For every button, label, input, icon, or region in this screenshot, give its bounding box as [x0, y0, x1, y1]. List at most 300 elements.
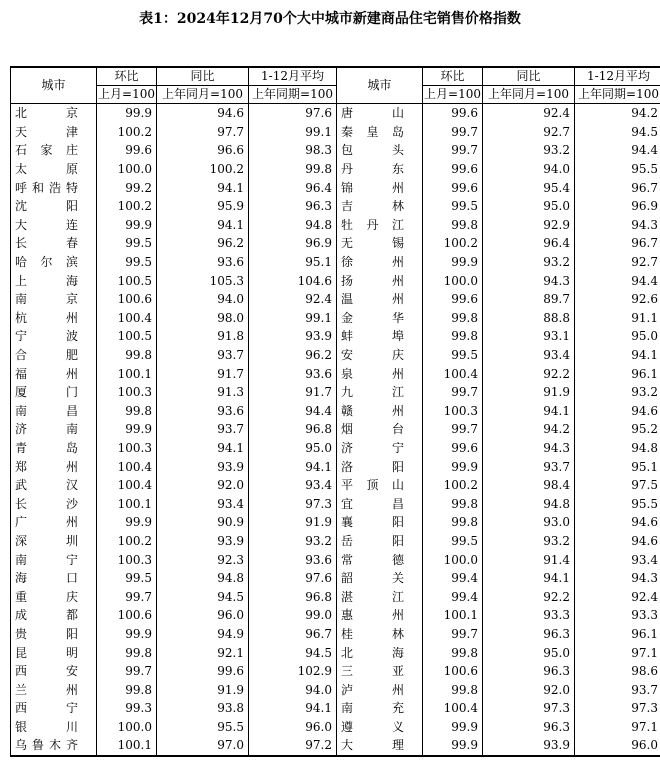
table-row: [11, 141, 660, 160]
table-row: [11, 625, 660, 644]
table-row: [11, 309, 660, 328]
left-avg-cell: 96.8: [249, 420, 337, 439]
right-avg-cell: 98.6: [575, 662, 660, 681]
table-row: [11, 439, 660, 458]
left-city-cell: 南昌: [11, 402, 97, 421]
right-avg-cell: 97.5: [575, 476, 660, 495]
right-yoy-cell: 93.1: [483, 327, 575, 346]
left-yoy-cell: 99.6: [157, 662, 249, 681]
right-yoy-cell: 92.7: [483, 123, 575, 142]
right-city-cell: 吉林: [337, 197, 423, 216]
table-row: [11, 216, 660, 235]
right-mom-cell: 99.8: [423, 643, 483, 662]
table-row: [11, 680, 660, 699]
right-yoy-cell: 94.8: [483, 494, 575, 513]
right-yoy-cell: 93.7: [483, 457, 575, 476]
right-city-cell: 蚌埠: [337, 327, 423, 346]
right-avg-cell: 93.4: [575, 550, 660, 569]
right-avg-cell: 97.1: [575, 643, 660, 662]
right-city-cell: 南充: [337, 699, 423, 718]
table-row: [11, 587, 660, 606]
left-mom-cell: 100.4: [97, 476, 157, 495]
left-city-cell: 昆明: [11, 643, 97, 662]
left-city-cell: 大连: [11, 216, 97, 235]
price-index-table: [10, 66, 660, 757]
left-avg-cell: 97.6: [249, 104, 337, 123]
right-mom-cell: 100.2: [423, 476, 483, 495]
right-mom-cell: 100.1: [423, 606, 483, 625]
right-avg-cell: 96.0: [575, 736, 660, 756]
left-mom-cell: 100.2: [97, 532, 157, 551]
table-row: [11, 718, 660, 737]
left-avg-cell: 93.6: [249, 550, 337, 569]
right-mom-cell: 99.7: [423, 420, 483, 439]
left-yoy-cell: 94.1: [157, 216, 249, 235]
right-mom-cell: 99.9: [423, 457, 483, 476]
left-mom-cell: 99.7: [97, 662, 157, 681]
left-avg-cell: 93.2: [249, 532, 337, 551]
right-yoy-cell: 93.2: [483, 253, 575, 272]
right-city-cell: 常德: [337, 550, 423, 569]
left-avg-cell: 91.7: [249, 383, 337, 402]
right-mom-cell: 100.4: [423, 364, 483, 383]
left-mom-cell: 99.5: [97, 569, 157, 588]
right-city-cell: 九江: [337, 383, 423, 402]
right-mom-cell: 100.4: [423, 699, 483, 718]
left-city-cell: 深圳: [11, 532, 97, 551]
left-mom-cell: 100.6: [97, 606, 157, 625]
right-yoy-cell: 98.4: [483, 476, 575, 495]
right-avg-cell: 95.5: [575, 494, 660, 513]
right-city-cell: 丹东: [337, 160, 423, 179]
city-header-right: 城市: [337, 67, 423, 104]
left-avg-cell: 94.5: [249, 643, 337, 662]
left-mom-cell: 99.2: [97, 178, 157, 197]
right-city-cell: 宜昌: [337, 494, 423, 513]
left-yoy-cell: 100.2: [157, 160, 249, 179]
left-avg-cell: 96.8: [249, 587, 337, 606]
right-avg-cell: 93.7: [575, 680, 660, 699]
left-city-cell: 长沙: [11, 494, 97, 513]
table-row: [11, 178, 660, 197]
left-mom-cell: 99.8: [97, 402, 157, 421]
left-avg-cell: 102.9: [249, 662, 337, 681]
left-city-cell: 太原: [11, 160, 97, 179]
left-avg-cell: 94.1: [249, 699, 337, 718]
left-yoy-cell: 94.1: [157, 178, 249, 197]
left-yoy-cell: 92.0: [157, 476, 249, 495]
right-yoy-cell: 91.4: [483, 550, 575, 569]
avg-base-left: 上年同期=100: [249, 86, 337, 104]
left-mom-cell: 100.1: [97, 494, 157, 513]
right-mom-cell: 99.9: [423, 253, 483, 272]
table-row: [11, 513, 660, 532]
left-city-cell: 重庆: [11, 587, 97, 606]
right-yoy-cell: 93.0: [483, 513, 575, 532]
right-yoy-cell: 92.2: [483, 364, 575, 383]
right-yoy-cell: 93.3: [483, 606, 575, 625]
left-mom-cell: 100.3: [97, 550, 157, 569]
left-city-cell: 西宁: [11, 699, 97, 718]
right-city-cell: 平顶山: [337, 476, 423, 495]
left-mom-cell: 100.6: [97, 290, 157, 309]
right-mom-cell: 99.8: [423, 680, 483, 699]
table-title: 表1：2024年12月70个大中城市新建商品住宅销售价格指数: [139, 11, 521, 27]
left-yoy-cell: 94.6: [157, 104, 249, 123]
right-city-cell: 洛阳: [337, 457, 423, 476]
left-yoy-cell: 93.4: [157, 494, 249, 513]
left-mom-cell: 100.4: [97, 309, 157, 328]
right-yoy-cell: 92.0: [483, 680, 575, 699]
right-mom-cell: 99.6: [423, 160, 483, 179]
left-avg-cell: 99.0: [249, 606, 337, 625]
left-yoy-cell: 94.8: [157, 569, 249, 588]
right-city-cell: 锦州: [337, 178, 423, 197]
left-yoy-cell: 93.7: [157, 346, 249, 365]
table-row: [11, 662, 660, 681]
left-city-cell: 西安: [11, 662, 97, 681]
right-mom-cell: 100.0: [423, 550, 483, 569]
left-yoy-cell: 92.1: [157, 643, 249, 662]
left-avg-cell: 99.8: [249, 160, 337, 179]
table-row: [11, 234, 660, 253]
left-mom-cell: 99.8: [97, 643, 157, 662]
right-mom-cell: 99.9: [423, 718, 483, 737]
right-city-cell: 遵义: [337, 718, 423, 737]
right-mom-cell: 99.5: [423, 532, 483, 551]
right-avg-cell: 96.1: [575, 364, 660, 383]
right-avg-cell: 95.5: [575, 160, 660, 179]
left-mom-cell: 100.3: [97, 383, 157, 402]
left-yoy-cell: 97.0: [157, 736, 249, 756]
right-avg-cell: 94.8: [575, 439, 660, 458]
right-avg-cell: 96.9: [575, 197, 660, 216]
left-yoy-cell: 94.5: [157, 587, 249, 606]
right-mom-cell: 99.8: [423, 327, 483, 346]
right-yoy-cell: 92.2: [483, 587, 575, 606]
table-row: [11, 457, 660, 476]
right-city-cell: 唐山: [337, 104, 423, 123]
left-mom-cell: 99.5: [97, 234, 157, 253]
right-city-cell: 大理: [337, 736, 423, 756]
left-mom-cell: 99.9: [97, 625, 157, 644]
left-mom-cell: 100.2: [97, 123, 157, 142]
left-city-cell: 武汉: [11, 476, 97, 495]
right-yoy-cell: 92.9: [483, 216, 575, 235]
table-row: [11, 420, 660, 439]
right-city-cell: 温州: [337, 290, 423, 309]
left-city-cell: 厦门: [11, 383, 97, 402]
left-city-cell: 北京: [11, 104, 97, 123]
right-mom-cell: 99.7: [423, 123, 483, 142]
left-avg-cell: 96.0: [249, 718, 337, 737]
table-row: [11, 253, 660, 272]
left-avg-cell: 97.3: [249, 494, 337, 513]
table-row: [11, 476, 660, 495]
right-city-cell: 襄阳: [337, 513, 423, 532]
left-avg-cell: 93.9: [249, 327, 337, 346]
left-yoy-cell: 91.7: [157, 364, 249, 383]
table-row: [11, 327, 660, 346]
left-mom-cell: 99.7: [97, 587, 157, 606]
left-mom-cell: 100.2: [97, 197, 157, 216]
left-yoy-cell: 93.6: [157, 253, 249, 272]
right-mom-cell: 99.9: [423, 736, 483, 756]
right-avg-cell: 94.3: [575, 569, 660, 588]
right-yoy-cell: 97.3: [483, 699, 575, 718]
left-city-cell: 乌鲁木齐: [11, 736, 97, 756]
left-avg-cell: 97.6: [249, 569, 337, 588]
right-mom-cell: 99.6: [423, 178, 483, 197]
table-row: [11, 197, 660, 216]
right-avg-cell: 92.6: [575, 290, 660, 309]
right-avg-cell: 97.1: [575, 718, 660, 737]
right-mom-cell: 99.7: [423, 383, 483, 402]
right-yoy-cell: 95.0: [483, 197, 575, 216]
right-mom-cell: 99.8: [423, 494, 483, 513]
left-yoy-cell: 91.3: [157, 383, 249, 402]
right-avg-cell: 94.6: [575, 532, 660, 551]
left-city-cell: 济南: [11, 420, 97, 439]
left-mom-cell: 100.5: [97, 271, 157, 290]
left-city-cell: 广州: [11, 513, 97, 532]
left-avg-cell: 94.0: [249, 680, 337, 699]
right-yoy-cell: 96.3: [483, 625, 575, 644]
left-yoy-cell: 96.0: [157, 606, 249, 625]
right-avg-cell: 96.7: [575, 178, 660, 197]
left-mom-cell: 100.4: [97, 457, 157, 476]
table-row: [11, 383, 660, 402]
avg-base-right: 上年同期=100: [575, 86, 660, 104]
left-city-cell: 宁波: [11, 327, 97, 346]
right-yoy-cell: 93.4: [483, 346, 575, 365]
left-avg-cell: 97.2: [249, 736, 337, 756]
left-mom-cell: 99.8: [97, 346, 157, 365]
left-yoy-cell: 96.2: [157, 234, 249, 253]
left-avg-cell: 96.2: [249, 346, 337, 365]
left-mom-cell: 99.6: [97, 141, 157, 160]
left-yoy-cell: 91.9: [157, 680, 249, 699]
right-avg-cell: 94.1: [575, 346, 660, 365]
right-avg-cell: 97.3: [575, 699, 660, 718]
table-row: [11, 494, 660, 513]
right-avg-cell: 94.6: [575, 513, 660, 532]
right-avg-cell: 94.6: [575, 402, 660, 421]
left-yoy-cell: 93.7: [157, 420, 249, 439]
right-yoy-cell: 93.2: [483, 532, 575, 551]
left-yoy-cell: 96.6: [157, 141, 249, 160]
right-avg-cell: 94.5: [575, 123, 660, 142]
right-mom-cell: 99.8: [423, 216, 483, 235]
right-yoy-cell: 89.7: [483, 290, 575, 309]
left-city-cell: 成都: [11, 606, 97, 625]
left-yoy-cell: 94.9: [157, 625, 249, 644]
right-mom-cell: 99.7: [423, 141, 483, 160]
right-yoy-cell: 92.4: [483, 104, 575, 123]
right-avg-cell: 93.3: [575, 606, 660, 625]
right-city-cell: 烟台: [337, 420, 423, 439]
left-mom-cell: 99.9: [97, 420, 157, 439]
left-avg-cell: 95.1: [249, 253, 337, 272]
right-yoy-cell: 95.4: [483, 178, 575, 197]
right-avg-cell: 95.2: [575, 420, 660, 439]
left-avg-cell: 94.1: [249, 457, 337, 476]
city-header-left: 城市: [11, 67, 97, 104]
right-avg-cell: 94.4: [575, 271, 660, 290]
right-avg-cell: 94.4: [575, 141, 660, 160]
left-city-cell: 沈阳: [11, 197, 97, 216]
left-yoy-cell: 94.1: [157, 439, 249, 458]
right-avg-cell: 92.4: [575, 587, 660, 606]
table-row: [11, 271, 660, 290]
left-city-cell: 哈尔滨: [11, 253, 97, 272]
left-yoy-cell: 94.0: [157, 290, 249, 309]
right-yoy-cell: 96.3: [483, 662, 575, 681]
left-avg-cell: 96.4: [249, 178, 337, 197]
right-mom-cell: 99.7: [423, 625, 483, 644]
right-city-cell: 韶关: [337, 569, 423, 588]
yoy-header-left: 同比: [157, 67, 249, 86]
left-mom-cell: 100.1: [97, 736, 157, 756]
right-avg-cell: 93.2: [575, 383, 660, 402]
table-row: [11, 699, 660, 718]
left-avg-cell: 94.8: [249, 216, 337, 235]
table-row: [11, 402, 660, 421]
right-mom-cell: 99.5: [423, 197, 483, 216]
right-city-cell: 无锡: [337, 234, 423, 253]
left-yoy-cell: 95.9: [157, 197, 249, 216]
left-yoy-cell: 95.5: [157, 718, 249, 737]
mom-header-left: 环比: [97, 67, 157, 86]
table-row: [11, 736, 660, 756]
left-avg-cell: 93.4: [249, 476, 337, 495]
left-city-cell: 南宁: [11, 550, 97, 569]
right-mom-cell: 99.6: [423, 439, 483, 458]
avg-header-left: 1-12月平均: [249, 67, 337, 86]
right-mom-cell: 99.8: [423, 309, 483, 328]
left-avg-cell: 92.4: [249, 290, 337, 309]
right-avg-cell: 92.7: [575, 253, 660, 272]
right-city-cell: 牡丹江: [337, 216, 423, 235]
right-mom-cell: 99.8: [423, 513, 483, 532]
left-yoy-cell: 93.9: [157, 532, 249, 551]
left-mom-cell: 99.9: [97, 513, 157, 532]
right-yoy-cell: 91.9: [483, 383, 575, 402]
table-row: [11, 290, 660, 309]
right-city-cell: 赣州: [337, 402, 423, 421]
right-yoy-cell: 94.2: [483, 420, 575, 439]
right-yoy-cell: 93.9: [483, 736, 575, 756]
left-avg-cell: 99.1: [249, 123, 337, 142]
left-city-cell: 银川: [11, 718, 97, 737]
table-row: [11, 364, 660, 383]
left-city-cell: 天津: [11, 123, 97, 142]
left-avg-cell: 94.4: [249, 402, 337, 421]
right-city-cell: 桂林: [337, 625, 423, 644]
avg-header-right: 1-12月平均: [575, 67, 660, 86]
left-mom-cell: 99.3: [97, 699, 157, 718]
mom-header-right: 环比: [423, 67, 483, 86]
left-city-cell: 合肥: [11, 346, 97, 365]
table-row: [11, 104, 660, 123]
right-avg-cell: 96.1: [575, 625, 660, 644]
right-avg-cell: 96.7: [575, 234, 660, 253]
yoy-header-right: 同比: [483, 67, 575, 86]
right-city-cell: 湛江: [337, 587, 423, 606]
right-city-cell: 泉州: [337, 364, 423, 383]
left-yoy-cell: 97.7: [157, 123, 249, 142]
right-avg-cell: 95.0: [575, 327, 660, 346]
right-city-cell: 包头: [337, 141, 423, 160]
left-city-cell: 上海: [11, 271, 97, 290]
right-yoy-cell: 94.3: [483, 271, 575, 290]
right-yoy-cell: 95.0: [483, 643, 575, 662]
left-yoy-cell: 90.9: [157, 513, 249, 532]
table-row: [11, 532, 660, 551]
left-avg-cell: 96.7: [249, 625, 337, 644]
left-yoy-cell: 105.3: [157, 271, 249, 290]
right-mom-cell: 100.2: [423, 234, 483, 253]
left-mom-cell: 99.9: [97, 216, 157, 235]
table-row: [11, 643, 660, 662]
left-city-cell: 长春: [11, 234, 97, 253]
left-city-cell: 呼和浩特: [11, 178, 97, 197]
left-mom-cell: 99.9: [97, 104, 157, 123]
table-header: [11, 67, 660, 104]
left-yoy-cell: 91.8: [157, 327, 249, 346]
left-city-cell: 南京: [11, 290, 97, 309]
left-city-cell: 海口: [11, 569, 97, 588]
right-yoy-cell: 93.2: [483, 141, 575, 160]
left-city-cell: 石家庄: [11, 141, 97, 160]
left-city-cell: 福州: [11, 364, 97, 383]
right-city-cell: 岳阳: [337, 532, 423, 551]
left-avg-cell: 96.3: [249, 197, 337, 216]
table-row: [11, 569, 660, 588]
left-mom-cell: 100.5: [97, 327, 157, 346]
mom-base-left: 上月=100: [97, 86, 157, 104]
left-mom-cell: 100.1: [97, 364, 157, 383]
left-yoy-cell: 93.8: [157, 699, 249, 718]
left-mom-cell: 100.0: [97, 718, 157, 737]
right-city-cell: 秦皇岛: [337, 123, 423, 142]
right-avg-cell: 94.3: [575, 216, 660, 235]
table-row: [11, 606, 660, 625]
right-city-cell: 徐州: [337, 253, 423, 272]
left-avg-cell: 93.6: [249, 364, 337, 383]
right-mom-cell: 99.6: [423, 290, 483, 309]
right-city-cell: 金华: [337, 309, 423, 328]
table-row: [11, 550, 660, 569]
right-city-cell: 惠州: [337, 606, 423, 625]
left-yoy-cell: 93.6: [157, 402, 249, 421]
mom-base-right: 上月=100: [423, 86, 483, 104]
right-avg-cell: 95.1: [575, 457, 660, 476]
left-avg-cell: 96.9: [249, 234, 337, 253]
right-mom-cell: 99.4: [423, 569, 483, 588]
table-row: [11, 346, 660, 365]
left-avg-cell: 91.9: [249, 513, 337, 532]
right-yoy-cell: 94.3: [483, 439, 575, 458]
left-city-cell: 兰州: [11, 680, 97, 699]
left-mom-cell: 99.8: [97, 680, 157, 699]
left-mom-cell: 99.5: [97, 253, 157, 272]
right-yoy-cell: 94.1: [483, 402, 575, 421]
right-avg-cell: 91.1: [575, 309, 660, 328]
right-city-cell: 泸州: [337, 680, 423, 699]
left-mom-cell: 100.3: [97, 439, 157, 458]
table-row: [11, 123, 660, 142]
